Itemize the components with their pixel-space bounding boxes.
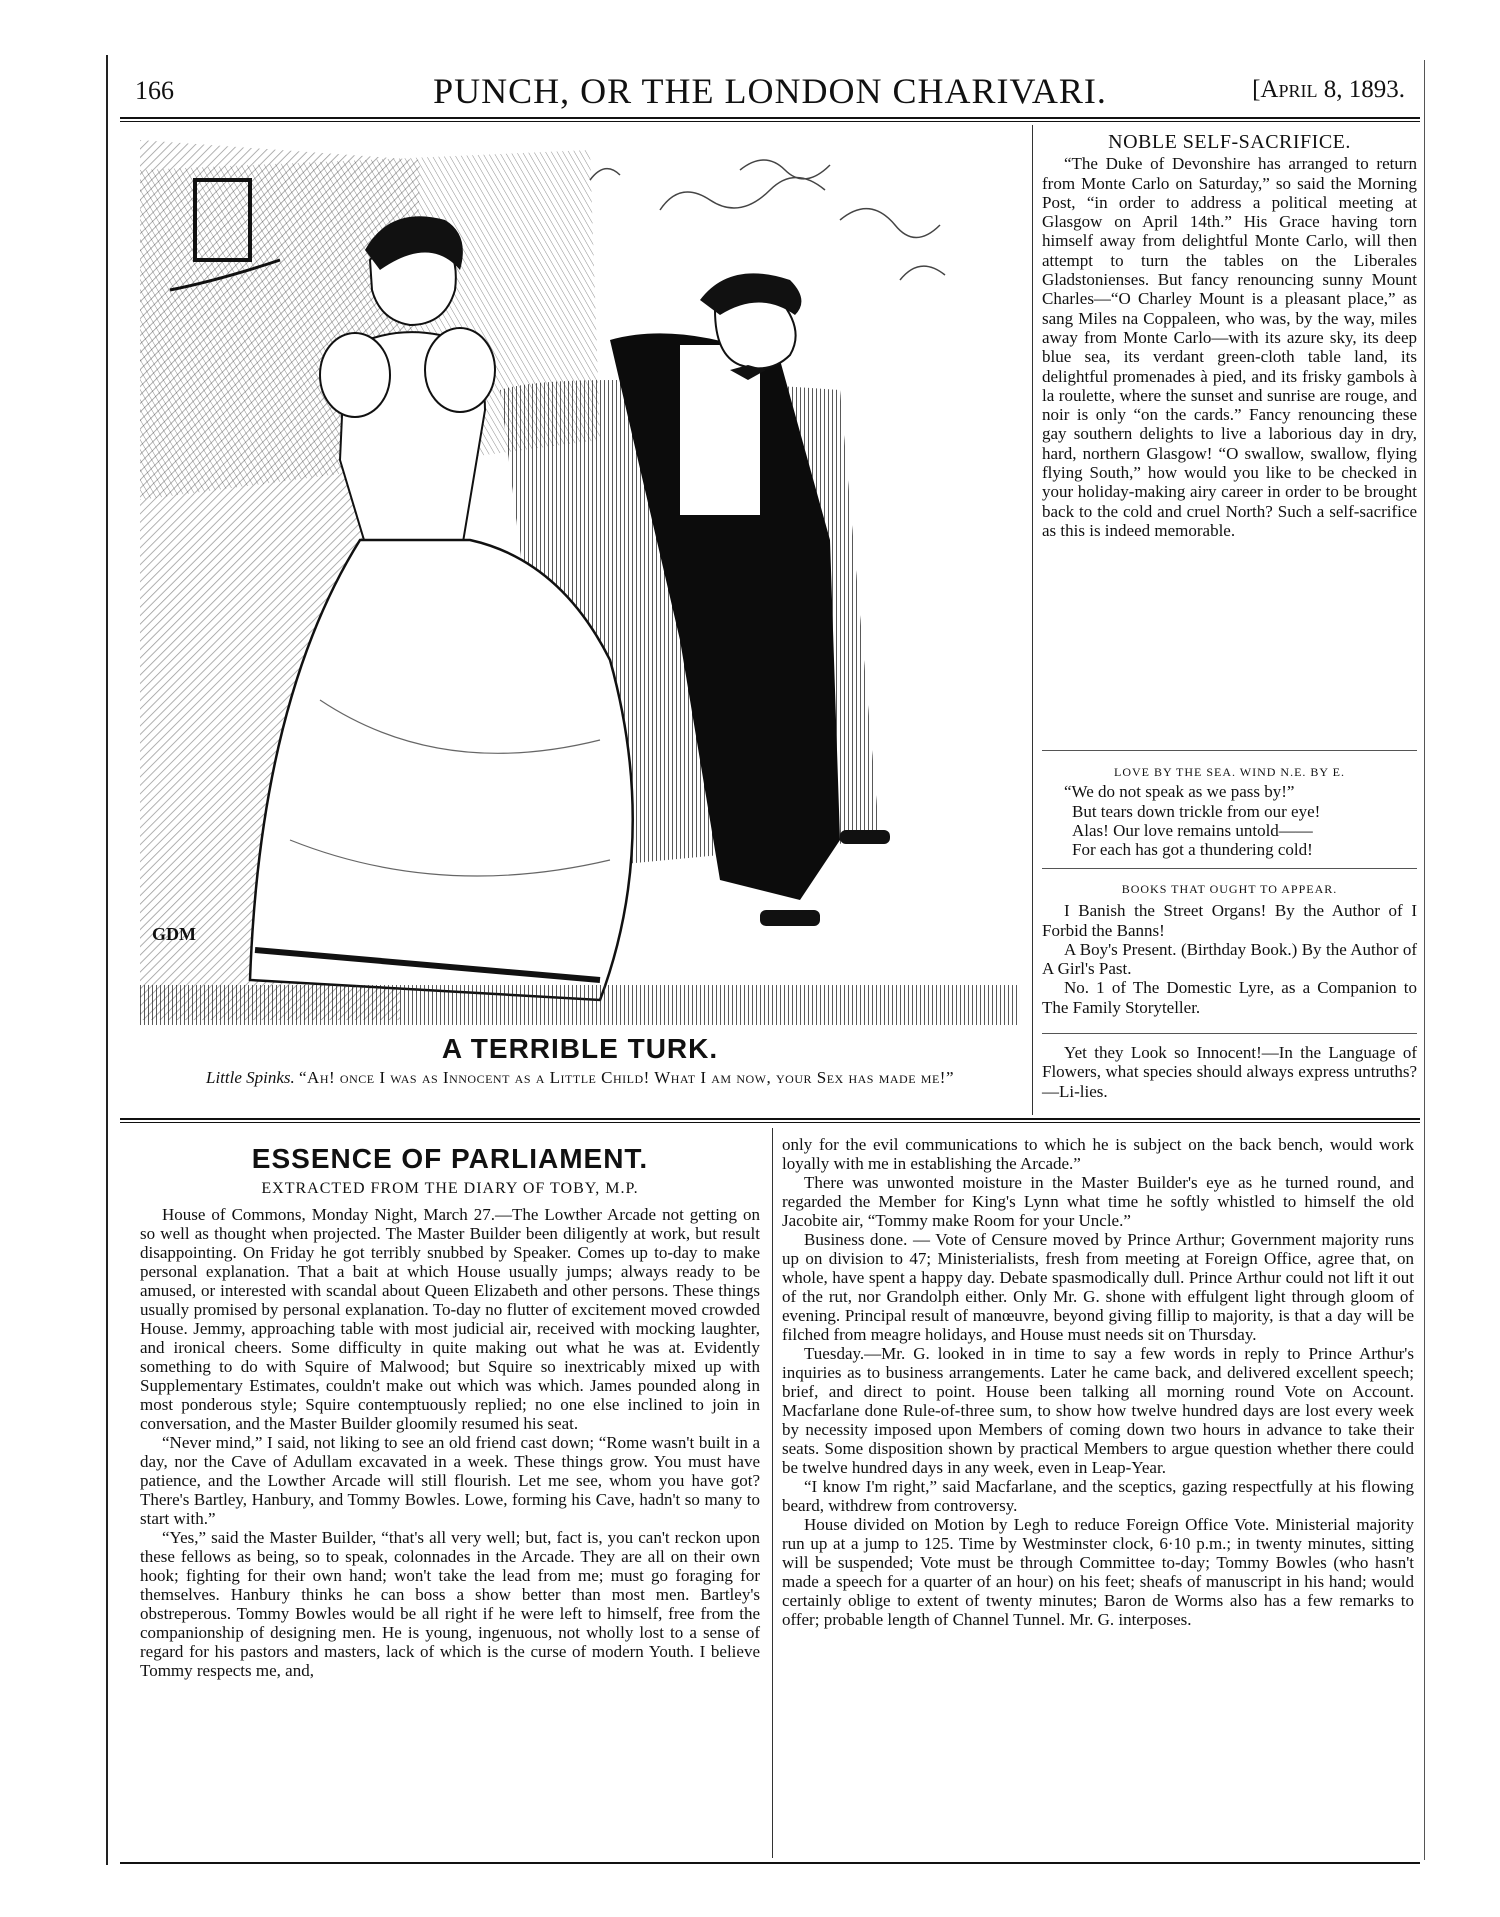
poem-line: Alas! Our love remains untold—— [1072,820,1313,840]
divider-rule [1042,750,1417,751]
essence-left-column [140,1205,760,1680]
header-rule-thin [120,121,1420,122]
issue-date: [April 8, 1893. [1252,76,1405,103]
right-column-divider [1032,125,1033,1115]
bottom-rule [120,1862,1420,1864]
article-paragraph: There was unwonted moisture in the Master Builder's eye as he turned round, and regarded the Member for King's Lynn what time he softly whistled to himself the old Jacobite air, “Tommy make Room for your Uncle.” [782,1173,1414,1230]
right-border-rule [1424,60,1425,1860]
poem-line: “We do not speak as we pass by!” [1064,782,1295,802]
cartoon-illustration [140,140,1020,1025]
left-border-rule [106,55,108,1865]
books-that-ought-to-appear [1042,880,1417,1017]
article-paragraph: “Never mind,” I said, not liking to see an old friend cast down; “Rome wasn't built in a day, nor the Cave of Adullam excavated in a week. These things grow. You must have patience, and the Lowther Arcade will still flourish. Let me see, whom you have got? There's Bartley, Hanbury, and Tommy Bowles. Lowe, forming his Cave, hadn't so many to start with.” [140,1433,760,1528]
caption-quote: “Ah! once I was as Innocent as a Little Child! What I am now, your Sex has made me!” [299,1068,954,1087]
divider-rule [1042,1033,1417,1034]
essence-subtitle: EXTRACTED FROM THE DIARY OF TOBY, M.P. [261,1180,639,1197]
love-by-the-sea-poem [1042,763,1417,859]
noble-body: “The Duke of Devonshire has arranged to return from Monte Carlo on Saturday,” so said the Morning Post, “in order to address a political meeting at Glasgow on April 14th.” His Grace having torn himself away from delightful Monte Carlo, will then attempt to turn the tables on the Liberales Gladstonienses. But fancy renouncing sunny Mount Charles—“O Charley Mount is a pleasant place,” as sang Miles na Coppaleen, who was, by the way, miles away from Monte Carlo—with its azure sky, its deep blue sea, its verdant green-cloth table land, its delightful promenades à pied, and its frisky gambols à la roulette, where the sunset and sunrise are rouge, and noir is only “on the cards.” Fancy renouncing these gay southern delights to live a laborious day in dry, hard, northern Glasgow! “O swallow, swallow, flying flying South,” how would you like to be checked in your holiday-making airy career in order to be brought back to the cold and cruel North? Such a self-sacrifice as this is indeed memorable. [1042,154,1417,540]
masthead-title: PUNCH, OR THE LONDON CHARIVARI. [433,71,1107,111]
article-paragraph: “Yes,” said the Master Builder, “that's all very well; but, fact is, you can't reckon upon these fellows as being, so to speak, colonnades in the Arcade. They are all on their own hook; fighting for their own hand; won't take the lead from me; must go foraging for themselves. Hanbury thinks he can boss a show better than most men. Bartley's obstreperous. Tommy Bowles would be all right if he were left to himself, free from the companionship of designing men. He is young, ingenuous, not wholly lost to a sense of regard for his pastors and masters, lack of which is the curse of modern Youth. I believe Tommy respects me, and, [140,1528,760,1680]
cartoon-caption-title: A TERRIBLE TURK. [441,1033,719,1064]
essence-right-column [782,1135,1414,1629]
section-rule [120,1118,1420,1120]
divider-rule [1042,868,1417,869]
books-heading: BOOKS THAT OUGHT TO APPEAR. [1121,882,1338,896]
bottom-column-divider [772,1128,773,1858]
floor-shading [140,985,1020,1025]
cartoon-caption [140,1068,1020,1088]
innocent-squib: Yet they Look so Innocent!—In the Language of Flowers, what species should always express untruths?—Li-lies. [1042,1043,1417,1101]
poem-line: For each has got a thundering cold! [1072,840,1313,860]
page-number: 166 [135,76,174,105]
article-paragraph: House of Commons, Monday Night, March 27.—The Lowther Arcade not getting on so well as thought when projected. The Master Builder been diligently at work, but result disappointing. On Friday he got terribly snubbed by Speaker. Comes up to-day to make personal explanation. That a bait at which House usually jumps; always ready to be amused, or interested with scandal about Queen Elizabeth and other persons. These things usually promised by personal explanation. To-day no flutter of excitement moved crowded House. Jemmy, approaching table with most judicial air, received with mocking laughter, and ironical cheers. Some difficulty in quite making out what he was at. Evidently something to do with Squire of Malwood; but Squire so inextricably mixed up with Supplementary Estimates, couldn't make out which was which. James pounded along in most ponderous style; Squire contemptuously replied; no one else inclined to join in conversation, and the Master Builder gloomily resumed his seat. [140,1205,760,1433]
article-paragraph: Tuesday.—Mr. G. looked in in time to say a few words in reply to Prince Arthur's inquiries as to business arrangements. Later he came back, and delivered excellent speech; brief, and direct to point. House been talking all morning round Vote on Account. Macfarlane done Rule-of-three sum, to show how twelve hundred days are lost every week by necessity imposed upon Members of coming down two hours in advance to take their seats. Some disposition shown by practical Members to argue question whether there could be twelve hundred days in any week, even in Leap-Year. [782,1344,1414,1477]
noble-self-sacrifice-article [1042,133,1417,540]
love-heading: LOVE BY THE SEA. WIND N.E. BY E. [1114,765,1345,779]
essence-title: ESSENCE OF PARLIAMENT. [251,1143,649,1174]
article-paragraph: “I know I'm right,” said Macfarlane, and the sceptics, gazing respectfully at his flowing beard, withdrew from controversy. [782,1477,1414,1515]
article-paragraph: only for the evil communications to which he is subject on the back bench, would work loyally with me in establishing the Arcade.” [782,1135,1414,1173]
book-item: No. 1 of The Domestic Lyre, as a Companion to The Family Storyteller. [1042,978,1417,1017]
section-rule-thin [120,1122,1420,1123]
page-header [135,70,1405,120]
artist-signature: GDM [152,924,196,944]
book-item: I Banish the Street Organs! By the Author of I Forbid the Banns! [1042,901,1417,940]
header-rule [120,117,1420,119]
article-paragraph: House divided on Motion by Legh to reduce Foreign Office Vote. Ministerial majority run up at a jump to 125. Time by Westminster clock, 6·10 p.m.; in twenty minutes, sitting will be suspended; Vote must be through Committee to-day; Tommy Bowles (who hasn't made a speech for a quarter of an hour) on his feet; sheafs of manuscript in his hand; would certainly oblige to extent of twenty minutes; Baron de Worms also has a few remarks to offer; probable length of Channel Tunnel. Mr. G. interposes. [782,1515,1414,1629]
book-item: A Boy's Present. (Birthday Book.) By the Author of A Girl's Past. [1042,939,1417,979]
poem-line: But tears down trickle from our eye! [1072,801,1321,821]
noble-heading: NOBLE SELF-SACRIFICE. [1108,131,1351,153]
article-paragraph: Business done. — Vote of Censure moved by Prince Arthur; Government majority runs up on division to 47; Ministerialists, fresh from meeting at Foreign Office, agree that, on whole, have spent a happy day. Debate spasmodically dull. Prince Arthur could not lift it out of the rut, nor Grandolph either. Only Mr. G. shone with effulgent light through gloom of evening. Principal result of manœuvre, beyond giving fillip to majority, is that a day will be filched from meagre holidays, and House must needs sit on Thursday. [782,1230,1414,1344]
caption-speaker: Little Spinks. [205,1068,295,1087]
